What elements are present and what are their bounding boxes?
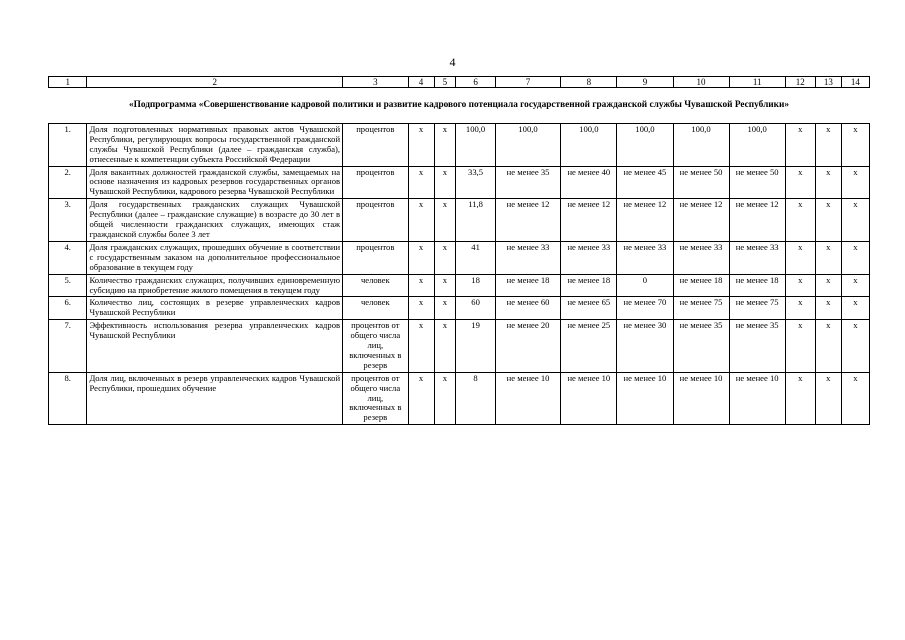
value-cell: x <box>408 166 434 199</box>
value-cell: не менее 50 <box>729 166 785 199</box>
value-cell: не менее 75 <box>729 297 785 320</box>
value-cell: x <box>785 274 815 297</box>
value-cell: не менее 33 <box>495 241 560 274</box>
value-cell: x <box>434 320 456 373</box>
table-row <box>49 241 870 274</box>
value-cell: не менее 33 <box>673 241 729 274</box>
value-cell: не менее 40 <box>561 166 617 199</box>
indicator-name: Количество гражданских служащих, получивших единовременную субсидию на приобретение жилого помещения в текущем году <box>87 274 343 297</box>
value-cell: x <box>408 274 434 297</box>
value-cell: не менее 12 <box>617 199 673 242</box>
unit-cell: процентов от общего числа лиц, включенных в резерв <box>343 320 408 373</box>
value-cell: не менее 18 <box>561 274 617 297</box>
column-number: 4 <box>408 77 434 88</box>
value-cell: x <box>785 320 815 373</box>
value-cell: x <box>785 123 815 166</box>
value-cell: не менее 10 <box>673 372 729 425</box>
value-cell: не менее 30 <box>617 320 673 373</box>
column-number: 9 <box>617 77 673 88</box>
column-number: 11 <box>729 77 785 88</box>
value-cell: x <box>408 241 434 274</box>
value-cell: 60 <box>456 297 495 320</box>
column-number-row <box>49 77 870 88</box>
value-cell: не менее 45 <box>617 166 673 199</box>
value-cell: 0 <box>617 274 673 297</box>
value-cell: x <box>434 274 456 297</box>
value-cell: не менее 18 <box>673 274 729 297</box>
column-number: 7 <box>495 77 560 88</box>
indicators-table <box>48 76 870 425</box>
value-cell: 18 <box>456 274 495 297</box>
value-cell: x <box>815 372 841 425</box>
value-cell: не менее 12 <box>673 199 729 242</box>
value-cell: 100,0 <box>673 123 729 166</box>
value-cell: не менее 20 <box>495 320 560 373</box>
indicator-name: Количество лиц, состоящих в резерве управленческих кадров Чувашской Республики <box>87 297 343 320</box>
value-cell: не менее 35 <box>729 320 785 373</box>
unit-cell: процентов <box>343 241 408 274</box>
value-cell: x <box>841 320 869 373</box>
table-row <box>49 274 870 297</box>
value-cell: x <box>408 320 434 373</box>
value-cell: x <box>841 372 869 425</box>
value-cell: x <box>785 241 815 274</box>
value-cell: x <box>841 297 869 320</box>
value-cell: 8 <box>456 372 495 425</box>
indicator-name: Доля лиц, включенных в резерв управленческих кадров Чувашской Республики, прошедших обучение <box>87 372 343 425</box>
table-row <box>49 199 870 242</box>
value-cell: x <box>815 123 841 166</box>
unit-cell: человек <box>343 274 408 297</box>
value-cell: 11,8 <box>456 199 495 242</box>
value-cell: не менее 65 <box>561 297 617 320</box>
value-cell: x <box>815 241 841 274</box>
row-number: 1. <box>49 123 87 166</box>
value-cell: x <box>841 199 869 242</box>
value-cell: 41 <box>456 241 495 274</box>
column-number: 14 <box>841 77 869 88</box>
value-cell: x <box>785 166 815 199</box>
value-cell: не менее 25 <box>561 320 617 373</box>
column-number: 10 <box>673 77 729 88</box>
column-number: 8 <box>561 77 617 88</box>
value-cell: x <box>785 297 815 320</box>
value-cell: x <box>785 372 815 425</box>
value-cell: не менее 33 <box>729 241 785 274</box>
value-cell: не менее 12 <box>561 199 617 242</box>
value-cell: x <box>434 166 456 199</box>
value-cell: не менее 10 <box>729 372 785 425</box>
indicator-name: Доля государственных гражданских служащих Чувашской Республики (далее – гражданские служащие) в возрасте до 30 лет в общей численности гражданских служащих, имеющих стаж гражданской службы более 3 лет <box>87 199 343 242</box>
table-row <box>49 320 870 373</box>
value-cell: не менее 33 <box>561 241 617 274</box>
column-number: 12 <box>785 77 815 88</box>
value-cell: не менее 75 <box>673 297 729 320</box>
row-number: 4. <box>49 241 87 274</box>
value-cell: x <box>785 199 815 242</box>
value-cell: x <box>434 297 456 320</box>
value-cell: 19 <box>456 320 495 373</box>
page-number: 4 <box>449 55 456 69</box>
value-cell: 33,5 <box>456 166 495 199</box>
row-number: 6. <box>49 297 87 320</box>
value-cell: x <box>815 199 841 242</box>
value-cell: не менее 18 <box>729 274 785 297</box>
table-row <box>49 166 870 199</box>
row-number: 5. <box>49 274 87 297</box>
row-number: 3. <box>49 199 87 242</box>
value-cell: x <box>841 274 869 297</box>
row-number: 2. <box>49 166 87 199</box>
value-cell: x <box>815 320 841 373</box>
unit-cell: процентов <box>343 199 408 242</box>
value-cell: не менее 35 <box>495 166 560 199</box>
value-cell: не менее 70 <box>617 297 673 320</box>
value-cell: не менее 33 <box>617 241 673 274</box>
column-number: 6 <box>456 77 495 88</box>
value-cell: x <box>815 297 841 320</box>
value-cell: не менее 10 <box>617 372 673 425</box>
indicator-name: Доля вакантных должностей гражданской службы, замещаемых на основе назначения из кадровых резервов государственных органов Чувашской Республики, кадрового резерва Чувашской Республики <box>87 166 343 199</box>
value-cell: не менее 50 <box>673 166 729 199</box>
unit-cell: человек <box>343 297 408 320</box>
column-number: 5 <box>434 77 456 88</box>
value-cell: x <box>841 241 869 274</box>
value-cell: не менее 10 <box>495 372 560 425</box>
value-cell: x <box>434 199 456 242</box>
column-number: 13 <box>815 77 841 88</box>
value-cell: 100,0 <box>561 123 617 166</box>
value-cell: не менее 12 <box>729 199 785 242</box>
value-cell: x <box>434 241 456 274</box>
subprogram-title: «Подпрограмма «Совершенствование кадровой политики и развитие кадрового потенциала государственной гражданской службы Чувашской Республики» <box>128 100 790 110</box>
unit-cell: процентов от общего числа лиц, включенных в резерв <box>343 372 408 425</box>
table-row <box>49 123 870 166</box>
unit-cell: процентов <box>343 166 408 199</box>
value-cell: 100,0 <box>456 123 495 166</box>
column-number: 2 <box>87 77 343 88</box>
value-cell: не менее 12 <box>495 199 560 242</box>
indicator-name: Доля подготовленных нормативных правовых актов Чувашской Республики, регулирующих вопросы государственной гражданской службы Чувашской Республики (далее – гражданская служба), отнесенные к компетенции субъекта Российской Федерации <box>87 123 343 166</box>
value-cell: 100,0 <box>495 123 560 166</box>
subprogram-title-row <box>49 98 870 115</box>
value-cell: x <box>408 199 434 242</box>
value-cell: x <box>815 166 841 199</box>
indicator-name: Эффективность использования резерва управленческих кадров Чувашской Республики <box>87 320 343 373</box>
value-cell: x <box>434 372 456 425</box>
column-number: 1 <box>49 77 87 88</box>
table-row <box>49 372 870 425</box>
value-cell: x <box>408 372 434 425</box>
value-cell: не менее 35 <box>673 320 729 373</box>
column-number: 3 <box>343 77 408 88</box>
value-cell: не менее 10 <box>561 372 617 425</box>
value-cell: 100,0 <box>617 123 673 166</box>
value-cell: не менее 60 <box>495 297 560 320</box>
unit-cell: процентов <box>343 123 408 166</box>
value-cell: x <box>408 297 434 320</box>
value-cell: x <box>815 274 841 297</box>
value-cell: x <box>434 123 456 166</box>
value-cell: не менее 18 <box>495 274 560 297</box>
value-cell: 100,0 <box>729 123 785 166</box>
row-number: 7. <box>49 320 87 373</box>
value-cell: x <box>408 123 434 166</box>
indicator-name: Доля гражданских служащих, прошедших обучение в соответствии с государственным заказом на дополнительное профессиональное образование в текущем году <box>87 241 343 274</box>
value-cell: x <box>841 123 869 166</box>
table-row <box>49 297 870 320</box>
value-cell: x <box>841 166 869 199</box>
row-number: 8. <box>49 372 87 425</box>
